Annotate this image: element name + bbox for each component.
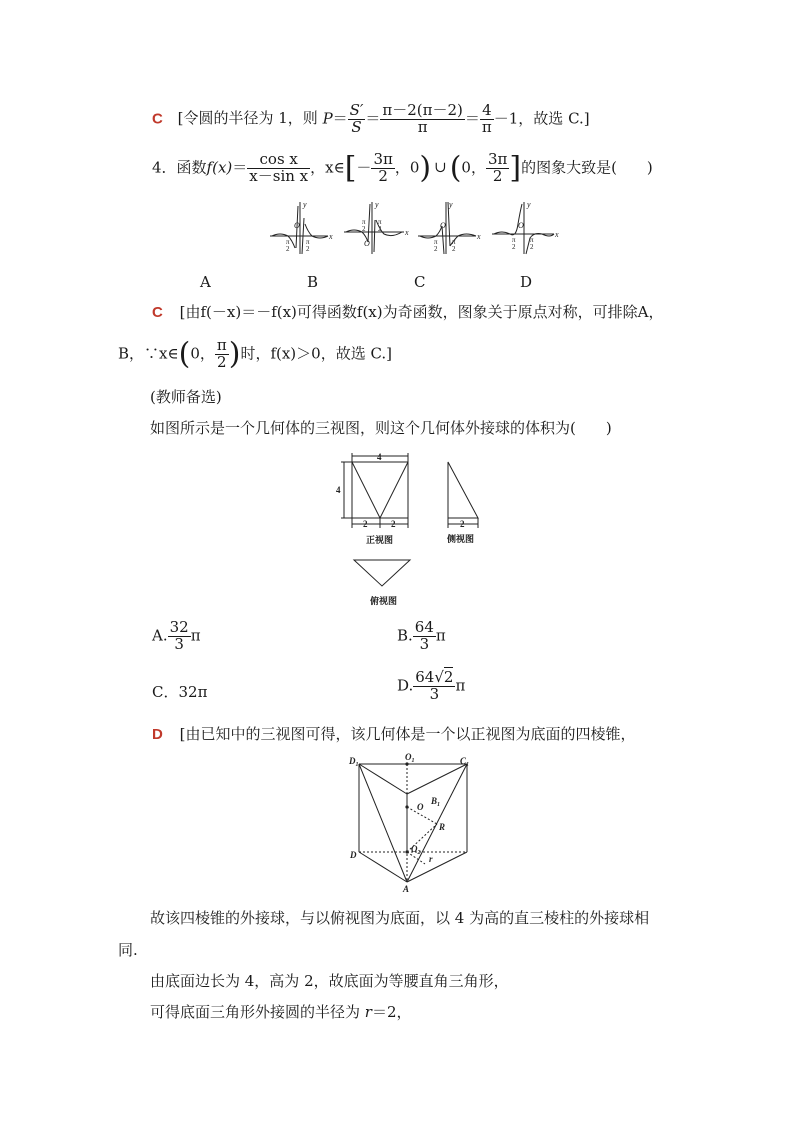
minus-sign: － bbox=[356, 158, 372, 177]
tick-label: π bbox=[530, 236, 534, 244]
graph-a-y-label: y bbox=[303, 200, 307, 209]
solution-text: 时，f(x)＞0，故选 C.] bbox=[240, 344, 393, 363]
graph-d-origin: O bbox=[518, 221, 524, 230]
solution-tail: －1，故选 C.] bbox=[493, 109, 590, 128]
label-small-r: r bbox=[429, 854, 433, 864]
graph-a-x-label: x bbox=[329, 232, 333, 241]
q4-suffix: 的图象大致是( ) bbox=[521, 158, 653, 177]
fraction-32-3: $\frac{32}{3}$ bbox=[169, 618, 189, 653]
graph-option-a: A bbox=[200, 273, 211, 291]
interval-text: ，0 bbox=[394, 158, 420, 177]
label-o2: $O_2$ bbox=[411, 844, 421, 856]
bracket: ) bbox=[419, 150, 432, 186]
tick-label: 2 bbox=[530, 243, 534, 251]
graph-c-y-label: y bbox=[449, 200, 453, 209]
label-d1: $D_1$ bbox=[349, 756, 359, 768]
label-d: D bbox=[350, 850, 357, 860]
label-b1: $B_1$ bbox=[431, 796, 441, 808]
tick-label: 2 bbox=[512, 243, 516, 251]
graph-c-x-label: x bbox=[477, 232, 481, 241]
pi-symbol: π bbox=[190, 626, 201, 645]
graph-b-y-label: y bbox=[375, 200, 379, 209]
dim-left: 4 bbox=[336, 485, 341, 495]
q4-solution-text: [由f(－x)＝－f(x)可得函数f(x)为奇函数，图象关于原点对称，可排除A， bbox=[179, 303, 664, 321]
graph-option-b: B bbox=[307, 273, 319, 291]
answer-letter: C bbox=[152, 304, 163, 321]
sol-d-text: [由已知中的三视图可得，该几何体是一个以正视图为底面的四棱锥， bbox=[179, 725, 636, 743]
label-a: A bbox=[403, 884, 410, 892]
tick-label: 2 bbox=[286, 245, 290, 253]
fraction-3pi-2: $\frac{3\pi}{2}$ bbox=[487, 150, 508, 185]
dim-bottom-2: 2 bbox=[391, 519, 396, 529]
pi-symbol: π bbox=[455, 676, 466, 695]
fraction-4-over-pi: $\frac{4}{\pi}$ bbox=[481, 101, 492, 136]
choice-a bbox=[152, 620, 201, 653]
fraction-3pi-2: $\frac{3\pi}{2}$ bbox=[373, 150, 393, 185]
tick-label: 2 bbox=[362, 225, 366, 233]
label-o: O bbox=[417, 802, 424, 812]
fraction-64-3: $\frac{64}{3}$ bbox=[414, 618, 434, 653]
graph-d-y-label: y bbox=[527, 200, 531, 209]
side-view-triangle bbox=[448, 462, 478, 518]
bracket: ) bbox=[228, 336, 241, 372]
q4-solution-line2 bbox=[118, 338, 392, 371]
choice-d bbox=[397, 670, 465, 703]
top-view-triangle bbox=[354, 560, 410, 586]
conclusion-line-3: 由底面边长为 4，高为 2，故底面为等腰直角三角形， bbox=[150, 972, 509, 990]
dim-bottom-1: 2 bbox=[363, 519, 368, 529]
conclusion-text: 可得底面三角形外接圆的半径为 bbox=[150, 1003, 365, 1021]
answer-letter: D bbox=[152, 726, 163, 743]
choice-b bbox=[397, 620, 446, 653]
dim-side: 2 bbox=[460, 519, 465, 529]
option-graphs bbox=[262, 198, 562, 256]
choice-c: C．32π bbox=[152, 683, 208, 701]
interval-text: 0， bbox=[190, 344, 215, 363]
label-o1: $O_1$ bbox=[405, 752, 415, 764]
graph-b-x-label: x bbox=[405, 228, 409, 237]
tick-label: π bbox=[362, 218, 366, 226]
tick-label: π bbox=[452, 238, 456, 246]
label-c1: $C_1$ bbox=[460, 756, 470, 768]
solution-text: [令圆的半径为 1，则 bbox=[177, 109, 323, 128]
top-view-caption: 俯视图 bbox=[370, 596, 398, 606]
tick-label: π bbox=[434, 238, 438, 246]
bracket: ( bbox=[178, 336, 191, 372]
fraction-pi-2: $\frac{\pi}{2}$ bbox=[216, 336, 227, 371]
dim-top: 4 bbox=[377, 452, 382, 462]
graph-c-origin: O bbox=[440, 221, 446, 230]
tick-label: π bbox=[286, 238, 290, 246]
graph-option-c: C bbox=[414, 273, 426, 291]
three-view-figure bbox=[330, 450, 500, 610]
q4-function-fraction: $\frac{\text{cos x}}{\text{x－sin x}}$ bbox=[249, 150, 309, 185]
tick-label: π bbox=[306, 238, 310, 246]
tick-label: π bbox=[378, 218, 382, 226]
conclusion-line-4 bbox=[150, 1001, 412, 1022]
conclusion-text: ＝2， bbox=[371, 1003, 412, 1021]
graph-c bbox=[418, 202, 476, 254]
choice-label: A. bbox=[152, 626, 168, 645]
sol-d-line bbox=[152, 723, 635, 744]
sqrt-symbol: √ bbox=[434, 668, 444, 686]
union-sign: ∪ bbox=[434, 158, 447, 177]
bracket: [ bbox=[344, 150, 357, 186]
question-text: 如图所示是一个几何体的三视图，则这个几何体外接球的体积为( ) bbox=[150, 419, 612, 437]
eq-sign: ＝ bbox=[464, 109, 480, 128]
graph-b bbox=[344, 202, 404, 254]
tick-label: 2 bbox=[378, 225, 382, 233]
tick-label: π bbox=[512, 236, 516, 244]
solution-text: B，∵x∈ bbox=[118, 344, 179, 363]
bracket: ( bbox=[449, 150, 462, 186]
eq-sign: ＝ bbox=[232, 158, 248, 177]
front-view-square bbox=[352, 462, 408, 518]
tick-label: 2 bbox=[306, 245, 310, 253]
interval-text: 0， bbox=[461, 158, 486, 177]
eq-sign: ＝ bbox=[365, 109, 381, 128]
question-4 bbox=[152, 152, 653, 185]
prism-figure bbox=[345, 752, 485, 892]
var-r: r bbox=[364, 1003, 372, 1021]
front-view-caption: 正视图 bbox=[366, 535, 394, 545]
pi-symbol: π bbox=[435, 626, 446, 645]
conclusion-line-1: 故该四棱锥的外接球，与以俯视图为底面，以 4 为高的直三棱柱的外接球相 bbox=[150, 909, 650, 927]
eq-sign: ＝ bbox=[332, 109, 348, 128]
q4-prefix: 4．函数 bbox=[152, 158, 207, 177]
q4-domain-label: ，x∈ bbox=[310, 158, 345, 177]
teacher-note: (教师备选) bbox=[150, 388, 222, 406]
bracket: ] bbox=[509, 150, 522, 186]
q4-solution-line1 bbox=[152, 301, 663, 322]
label-r: R bbox=[439, 822, 446, 832]
graph-option-d: D bbox=[520, 273, 533, 291]
q4-fx: f(x) bbox=[206, 158, 233, 177]
prev-solution-line bbox=[152, 103, 590, 136]
graph-b-origin: O bbox=[364, 239, 370, 248]
choice-label: B. bbox=[397, 626, 413, 645]
var-p: P bbox=[322, 109, 333, 128]
choice-label: D. bbox=[397, 676, 414, 695]
answer-letter: C bbox=[152, 110, 163, 128]
fraction-pi-expr: $\frac{\pi-2(\pi-2)}{\pi}$ bbox=[382, 101, 463, 136]
tick-label: 2 bbox=[434, 245, 438, 253]
fraction-64-sqrt2-3: $\frac{64√2}{3}$ bbox=[415, 668, 454, 703]
conclusion-line-2: 同. bbox=[118, 941, 138, 959]
side-view-caption: 侧视图 bbox=[447, 534, 475, 544]
graph-a-origin: O bbox=[294, 221, 300, 230]
fraction-s-prime: $\frac{S'}{S}$ bbox=[349, 101, 364, 136]
tick-label: 2 bbox=[452, 245, 456, 253]
graph-d-x-label: x bbox=[555, 230, 559, 239]
